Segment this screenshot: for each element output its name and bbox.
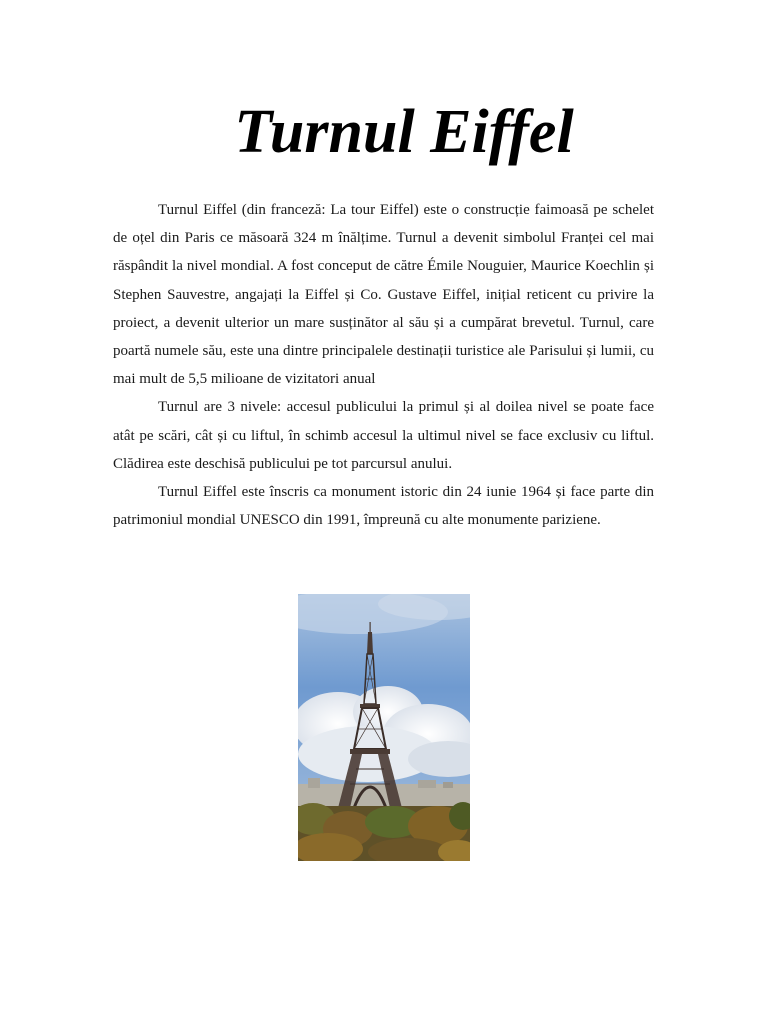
eiffel-tower-photo	[298, 594, 470, 861]
paragraph-levels: Turnul are 3 nivele: accesul publicului la primul și al doilea nivel se poate face atât pe scări, cât și cu liftul, în schimb accesul la ultimul nivel se face exclusiv cu liftul. Clădirea este deschisă publicului pe tot parcursul anului.	[113, 399, 654, 472]
eiffel-tower-illustration	[298, 594, 470, 861]
document-body	[113, 196, 654, 534]
paragraph-heritage: Turnul Eiffel este înscris ca monument istoric din 24 iunie 1964 și face parte din patrimoniul mondial UNESCO din 1991, împreună cu alte monumente pariziene.	[113, 484, 654, 529]
paragraph-intro: Turnul Eiffel (din franceză: La tour Eiffel) este o construcție faimoasă pe schelet de oțel din Paris ce măsoară 324 m înălțime. Turnul a devenit simbolul Franței cel mai răspândit la nivel mondial. A fost conceput de către Émile Nouguier, Maurice Koechlin și Stephen Sauvestre, angajați la Eiffel și Co. Gustave Eiffel, inițial reticent cu privire la proiect, a devenit ulterior un mare susținător al său și a cumpărat brevetul. Turnul, care poartă numele său, este una dintre principalele destinații turistice ale Parisului și lumii, cu mai mult de 5,5 milioane de vizitatori anual	[113, 202, 654, 388]
document-title: Turnul Eiffel	[234, 98, 574, 166]
trees	[298, 802, 470, 861]
